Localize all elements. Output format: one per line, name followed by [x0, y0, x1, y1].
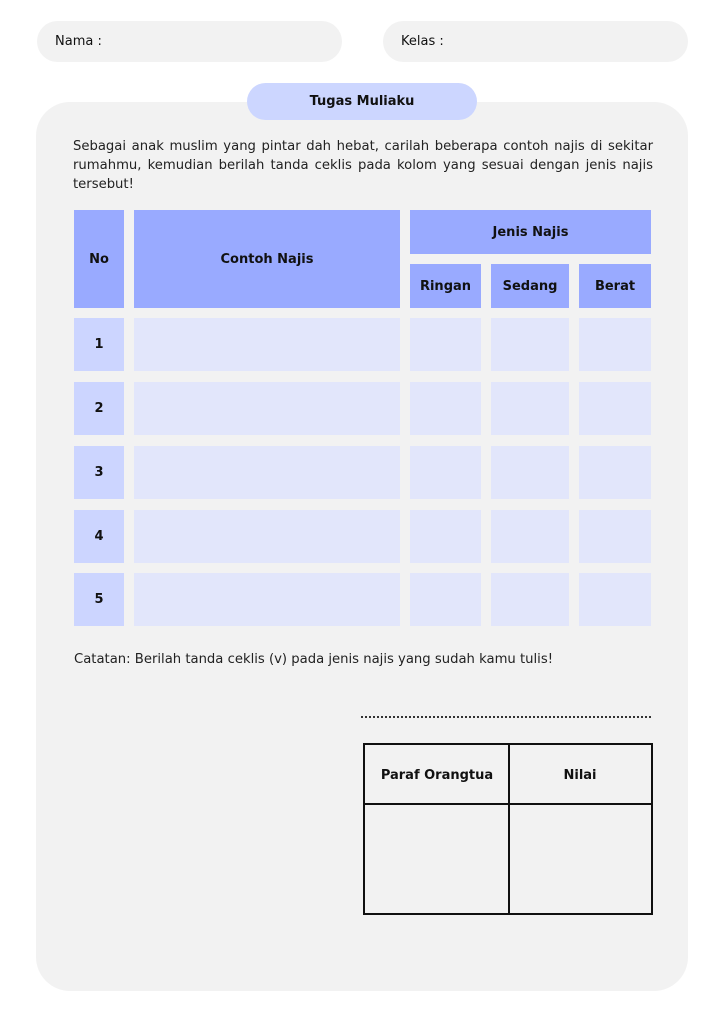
- cell-example[interactable]: [134, 510, 400, 563]
- cell-berat[interactable]: [579, 510, 651, 563]
- header-berat: Berat: [579, 264, 651, 308]
- class-label: Kelas :: [401, 34, 444, 49]
- cell-ringan[interactable]: [410, 382, 481, 435]
- row-number: 5: [74, 573, 124, 626]
- header-sedang: Sedang: [491, 264, 569, 308]
- cell-sedang[interactable]: [491, 446, 569, 499]
- header-no: No: [74, 210, 124, 308]
- score-header: Nilai: [563, 767, 597, 783]
- cell-sedang[interactable]: [491, 382, 569, 435]
- cell-berat[interactable]: [579, 573, 651, 626]
- cell-example[interactable]: [134, 318, 400, 371]
- name-label: Nama :: [55, 34, 102, 49]
- signature-line: [361, 716, 651, 718]
- header-example: Contoh Najis: [134, 210, 400, 308]
- row-number: 4: [74, 510, 124, 563]
- note: Catatan: Berilah tanda ceklis (v) pada jenis najis yang sudah kamu tulis!: [74, 652, 553, 667]
- row-number: 2: [74, 382, 124, 435]
- row-number: 1: [74, 318, 124, 371]
- cell-example[interactable]: [134, 382, 400, 435]
- header-ringan: Ringan: [410, 264, 481, 308]
- cell-ringan[interactable]: [410, 318, 481, 371]
- cell-example[interactable]: [134, 573, 400, 626]
- cell-ringan[interactable]: [410, 510, 481, 563]
- task-title: Tugas Muliaku: [247, 83, 477, 120]
- instructions: Sebagai anak muslim yang pintar dah hebat, carilah beberapa contoh najis di sekitar rumahmu, kemudian berilah tanda ceklis pada kolom yang sesuai dengan jenis najis tersebut!: [73, 139, 653, 192]
- cell-berat[interactable]: [579, 446, 651, 499]
- class-field[interactable]: [383, 21, 688, 62]
- cell-berat[interactable]: [579, 382, 651, 435]
- cell-ringan[interactable]: [410, 573, 481, 626]
- signature-table: [363, 743, 653, 915]
- cell-berat[interactable]: [579, 318, 651, 371]
- cell-ringan[interactable]: [410, 446, 481, 499]
- name-field[interactable]: [37, 21, 342, 62]
- header-type: Jenis Najis: [410, 210, 651, 254]
- cell-sedang[interactable]: [491, 573, 569, 626]
- cell-example[interactable]: [134, 446, 400, 499]
- row-number: 3: [74, 446, 124, 499]
- parent-signature-header: Paraf Orangtua: [380, 767, 494, 783]
- cell-sedang[interactable]: [491, 510, 569, 563]
- cell-sedang[interactable]: [491, 318, 569, 371]
